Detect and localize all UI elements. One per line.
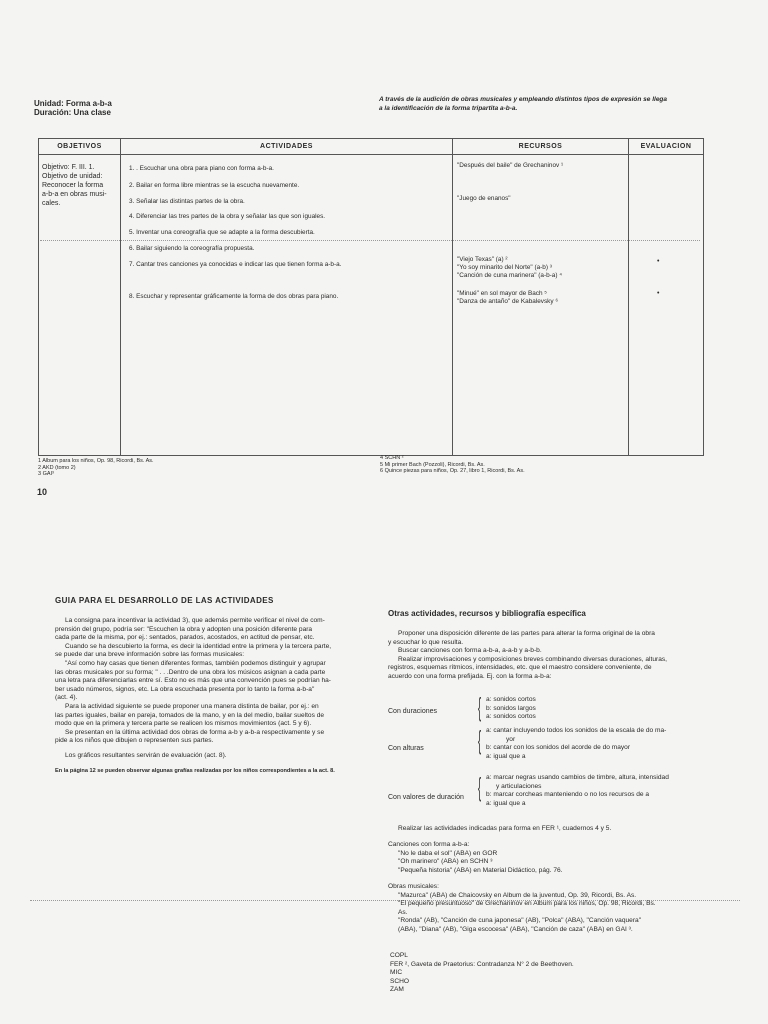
resource-item: "Después del baile" de Grechaninov ¹ (457, 162, 564, 169)
col-header-evaluation: EVALUACION (629, 139, 704, 155)
group-item: a: igual que a (486, 799, 526, 807)
objective-line: Objetivo: F. III. 1. (42, 164, 95, 171)
guide-line: Cuando se ha descubierto la forma, es decir la identidad entre la primera y la tercera parte, (65, 642, 332, 650)
col-header-resources: RECURSOS (453, 139, 629, 155)
songs-block (388, 841, 562, 875)
evaluation-cell (629, 155, 704, 456)
unit-duration: Duración: Una clase (34, 108, 111, 117)
activity-item: 6. Bailar siguiendo la coreografía propuesta. (129, 245, 255, 252)
guide-line: modo que en la primera y tercera parte se realicen los mismos movimientos (act. 5 y 6). (55, 720, 312, 728)
biblio-item: FER ², Gaveta de Praetorius: Contradanza N° 2 de Beethoven. (390, 960, 574, 968)
activity-item: 7. Cantar tres canciones ya conocidas e indicar las que tienen forma a-b-a. (129, 261, 342, 268)
guide-title: GUIA PARA EL DESARROLLO DE LAS ACTIVIDADES (55, 596, 274, 605)
guide-note: En la página 12 se pueden observar algunas grafías realizadas por los niños correspondientes a la act. 8. (55, 767, 335, 774)
others-line: registros, esquemas rítmicos, intensidades, etc. que el maestro considere conveniente, de (388, 664, 652, 672)
group-item: a: sonidos cortos (486, 696, 536, 703)
group-items (486, 727, 666, 761)
objective-line: Objetivo de unidad: (42, 173, 103, 180)
objective-line: a-b-a en obras musi- (42, 191, 107, 198)
work-item: "Ronda" (AB), "Canción de cuna japonesa" (AB), "Polca" (ABA), "Canción vaquera" (398, 917, 642, 925)
others-line: y escuchar lo que resulta. (388, 638, 464, 646)
resource-item: "Juego de enanos" (457, 195, 511, 202)
activity-item: 1. . Escuchar una obra para piano con forma a-b-a. (129, 165, 274, 172)
guide-line: Se presentan en la última actividad dos obras de forma a-b y a-b-a respectivamente y se (65, 728, 325, 736)
group-item: a: sonidos cortos (486, 713, 536, 721)
activities-cell (121, 155, 453, 456)
song-item: "Pequeña historia" (ABA) en Material Didáctico, pág. 76. (398, 866, 563, 874)
group-item: b: cantar con los sonidos del acorde de do mayor (486, 744, 631, 752)
others-line: acuerdo con una forma prefijada. Ej. con la forma a-b-a: (388, 672, 552, 680)
work-item: "El pequeño presuntuoso" de Grechaninov en Album para los niños, Op. 98, Ricordi, Bs. (398, 900, 656, 908)
activity-item: 3. Señalar las distintas partes de la obra. (129, 198, 245, 205)
guide-line: prensión del grupo, podría ser: "Escuchen la obra y adopten una posición diferente para (55, 625, 313, 633)
resource-item: "Canción de cuna marinera" (a-b-a) ⁴ (457, 272, 562, 279)
activity-item: 5. Inventar una coreografía que se adapte a la forma descubierta. (129, 229, 315, 236)
works-block (388, 883, 656, 935)
group-label: Con duraciones (388, 708, 438, 715)
guide-line: La consigna para incentivar la actividad 3), que además permite verificar el nivel de com- (65, 617, 325, 624)
brace: { (478, 772, 482, 802)
intro-line: A través de la audición de obras musicales y empleando distintos tipos de expresión se llega (379, 96, 668, 103)
resources-cell (453, 155, 629, 456)
group-item: y articulaciones (496, 782, 542, 790)
guide-line: las obras musicales por su forma; " . . .Dentro de una obra los músicos asignan a cada parte (55, 668, 326, 676)
work-item: "Mazurca" (ABA) de Chaicovsky en Album de la juventud, Op. 39, Ricordi, Bs. As. (398, 891, 637, 899)
evaluation-mark: • (657, 290, 660, 297)
guide-line: Los gráficos resultantes servirán de evaluación (act. 8). (65, 751, 227, 759)
song-item: "Oh marinero" (ABA) en SCHN ³ (398, 858, 493, 866)
guide-line: Para la actividad siguiente se puede proponer una manera distinta de bailar, por ej.: en (65, 702, 319, 710)
brace: { (478, 692, 482, 722)
realize-line: Realizar las actividades indicadas para forma en FER ¹, cuadernos 4 y 5. (398, 825, 612, 832)
resource-item: "Minué" en sol mayor de Bach ⁵ (457, 290, 547, 297)
evaluation-mark: • (657, 258, 660, 265)
work-item: As. (398, 908, 408, 916)
others-title: Otras actividades, recursos y bibliografía específica (388, 609, 586, 618)
scan-artifact-line (40, 240, 700, 241)
biblio-item: SCHO (390, 977, 410, 985)
resource-item: "Viejo Texas" (a) ² (457, 256, 508, 263)
group-item: yor (506, 735, 516, 743)
col-header-objectives: OBJETIVOS (39, 139, 121, 155)
guide-line: ber usado números, signos, etc. La obra escuchada presenta por lo tanto la forma a-b-a" (55, 685, 315, 693)
group-items (486, 774, 669, 808)
group-label: Con alturas (388, 745, 424, 752)
objective-line: Reconocer la forma (42, 182, 104, 189)
work-item: (ABA), "Diana" (AB), "Giga escocesa" (ABA), "Canción de caza" (ABA) en GAI ³. (398, 925, 633, 933)
biblio-item: MIC (390, 969, 403, 977)
activity-item: 4. Diferenciar las tres partes de la obra y señalar las que son iguales. (129, 213, 326, 220)
guide-body (55, 617, 335, 775)
footnote: 2 AKD (tomo 2) (38, 464, 76, 471)
plan-table (38, 138, 704, 456)
col-header-activities: ACTIVIDADES (121, 139, 453, 155)
activity-item: 8. Escuchar y representar gráficamente la forma de dos obras para piano. (129, 293, 339, 300)
guide-line: cada parte de la misma, por ej.: sentados, parados, acostados, en actitud de pensar, etc. (55, 634, 315, 642)
group-item: b: marcar corcheas manteniendo o no los recursos de a (486, 791, 650, 799)
resource-item: "Yo soy minarito del Norte" (a-b) ³ (457, 264, 552, 271)
biblio-item: COPL (390, 952, 408, 959)
group-item: a: cantar incluyendo todos los sonidos de la escala de do ma- (486, 727, 667, 734)
song-item: "No le daba el sol" (ABA) en GOR (398, 849, 498, 857)
songs-title: Canciones con forma a-b-a: (388, 841, 470, 848)
guide-line: pide a los niños que dibujen o representen sus partes. (55, 737, 214, 745)
footnote: 1 Album para los niños, Op. 98, Ricordi, Bs. As. (38, 458, 154, 464)
group-label: Con valores de duración (388, 794, 464, 801)
group-items (486, 696, 536, 722)
intro-line: a la identificación de la forma tripartita a-b-a. (379, 104, 518, 112)
activity-item: 2. Bailar en forma libre mientras se la escucha nuevamente. (129, 182, 300, 189)
footnote: 4 SCHN ² (380, 455, 404, 461)
unit-intro (379, 96, 709, 113)
footnotes-right (380, 455, 525, 475)
others-line: Realizar improvisaciones y composiciones breves combinando diversas duraciones, alturas, (398, 655, 668, 663)
resource-item: "Danza de antaño" de Kabalevsky ⁶ (457, 298, 558, 305)
brace: { (478, 725, 482, 755)
guide-line: "Así como hay casas que tienen diferentes formas, también podemos distinguir y agrupar (65, 659, 326, 667)
group-item: b: sonidos largos (486, 704, 536, 712)
others-intro (388, 630, 667, 682)
guide-line: se puede dar una breve información sobre las formas musicales: (55, 651, 245, 659)
guide-line: (act. 4). (55, 694, 78, 702)
others-line: Buscar canciones con forma a-b-a, a-a-b y a-b-b. (398, 647, 542, 655)
group-item: a: igual que a (486, 752, 526, 760)
group-item: a: marcar negras usando cambios de timbre, altura, intensidad (486, 774, 669, 781)
footnote: 5 Mi primer Bach (Pozzoli), Ricordi, Bs. As. (380, 461, 485, 468)
guide-line: las partes iguales, bailar en pareja, tomados de la mano, y en la del medio, bailar sueltos de (55, 711, 325, 719)
footnotes-left (38, 458, 154, 478)
bibliography (390, 952, 574, 995)
guide-line: una letra para diferenciarlas entre sí. Esto no es más que una convención pues se podrían ha- (55, 677, 332, 685)
footnote: 3 GAI³ (38, 471, 54, 477)
unit-header (34, 99, 112, 117)
page-number: 10 (37, 487, 48, 497)
footnote: 6 Quince piezas para niños, Op. 27, libro 1, Ricordi, Bs. As. (380, 468, 525, 474)
objective-line: cales. (42, 200, 61, 207)
works-title: Obras musicales: (388, 883, 439, 890)
biblio-item: ZAM (390, 986, 404, 994)
others-line: Proponer una disposición diferente de las partes para alterar la forma original de la obra (398, 630, 655, 637)
objectives-cell (39, 155, 121, 456)
unit-title: Unidad: Forma a-b-a (34, 99, 112, 108)
